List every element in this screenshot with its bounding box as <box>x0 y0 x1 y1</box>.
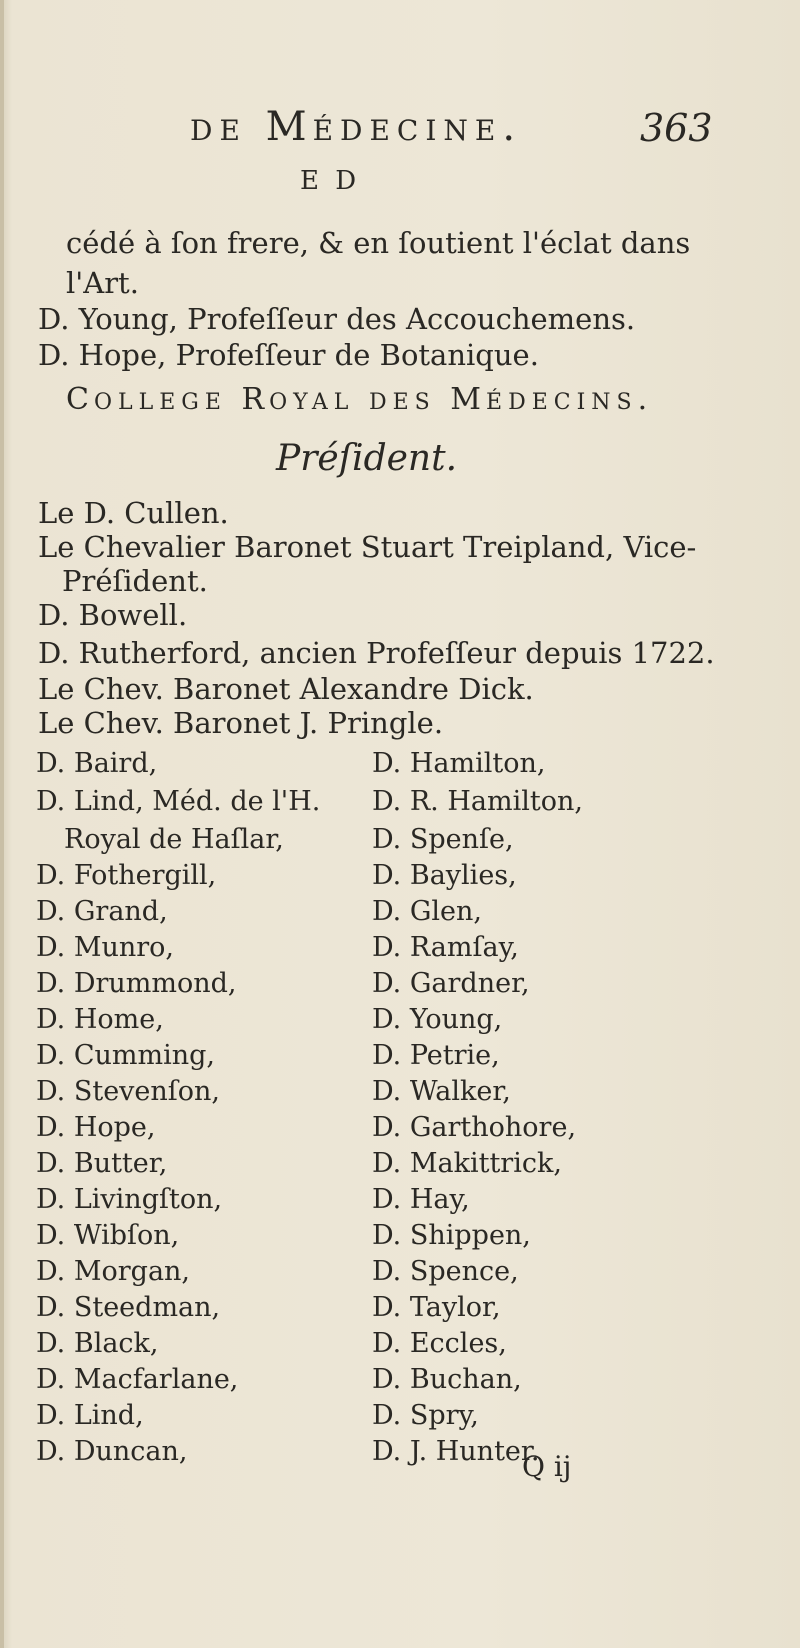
header-part: ÉDECINE <box>312 114 503 147</box>
heading-part: OYAL <box>269 390 355 415</box>
member-entry: Royal de Haſlar, <box>64 824 284 855</box>
member-entry: D. Morgan, <box>36 1256 191 1287</box>
signature-mark: E D <box>300 166 361 196</box>
member-entry: D. Grand, <box>36 896 168 927</box>
member-entry: D. Young, <box>372 1004 503 1035</box>
page-gutter <box>0 0 4 1648</box>
member-entry: D. Shippen, <box>372 1220 531 1251</box>
heading-part: R <box>241 382 270 417</box>
heading-part: C <box>66 382 94 417</box>
member-entry: D. Spenſe, <box>372 824 514 855</box>
member-entry: D. Baird, <box>36 748 158 779</box>
text-line: D. Young, Profeſſeur des Accouchemens. <box>38 302 636 336</box>
member-entry: D. Lind, Méd. de l'H. <box>36 786 321 817</box>
header-part: . <box>502 104 522 150</box>
text-line: cédé à ſon frere, & en ſoutient l'éclat dans <box>66 226 691 260</box>
member-entry: D. Petrie, <box>372 1040 500 1071</box>
member-entry: D. Spence, <box>372 1256 519 1287</box>
officer-line: D. Rutherford, ancien Profeſſeur depuis 1722. <box>38 636 715 670</box>
officer-line: Le Chevalier Baronet Stuart Treipland, Vice- <box>38 530 697 564</box>
member-entry: D. Lind, <box>36 1400 144 1431</box>
member-entry: D. Fothergill, <box>36 860 217 891</box>
text-line: l'Art. <box>66 266 139 300</box>
member-entry: D. Baylies, <box>372 860 517 891</box>
member-entry: D. Stevenſon, <box>36 1076 221 1107</box>
president-heading: Préſident. <box>276 438 458 479</box>
officer-line: Le Chev. Baronet Alexandre Dick. <box>38 672 534 706</box>
heading-part: DES <box>368 390 436 415</box>
heading-part: ÉDECINS <box>486 390 638 415</box>
heading-part: M <box>450 382 487 417</box>
member-entry: D. Munro, <box>36 932 175 963</box>
member-entry: D. R. Hamilton, <box>372 786 583 817</box>
member-entry: D. Home, <box>36 1004 164 1035</box>
member-entry: D. Ramſay, <box>372 932 519 963</box>
member-entry: D. Spry, <box>372 1400 479 1431</box>
member-entry: D. Hamilton, <box>372 748 546 779</box>
header-part: D <box>190 114 220 147</box>
header-part: M <box>265 104 313 150</box>
officer-line: Le Chev. Baronet J. Pringle. <box>38 706 444 740</box>
heading-part: OLLEGE <box>93 390 227 415</box>
member-entry: D. Hay, <box>372 1184 470 1215</box>
text-line: D. Hope, Profeſſeur de Botanique. <box>38 338 539 372</box>
header-part: E <box>219 114 247 147</box>
member-entry: D. Duncan, <box>36 1436 188 1467</box>
page-number: 363 <box>640 106 713 150</box>
member-entry: D. Gardner, <box>372 968 530 999</box>
officer-line: D. Bowell. <box>38 598 188 632</box>
member-entry: D. Makittrick, <box>372 1148 562 1179</box>
member-entry: D. Black, <box>36 1328 159 1359</box>
heading-part: . <box>637 382 653 417</box>
member-entry: D. Macfarlane, <box>36 1364 239 1395</box>
member-entry: D. Steedman, <box>36 1292 221 1323</box>
member-entry: D. Walker, <box>372 1076 511 1107</box>
member-entry: D. Eccles, <box>372 1328 507 1359</box>
members-left-column <box>36 748 356 1467</box>
member-entry: D. Livingſton, <box>36 1184 223 1215</box>
member-entry: D. Buchan, <box>372 1364 522 1395</box>
officer-line: Le D. Cullen. <box>38 496 229 530</box>
member-entry: D. Drummond, <box>36 968 237 999</box>
member-entry: D. Hope, <box>36 1112 156 1143</box>
member-entry: D. Taylor, <box>372 1292 501 1323</box>
member-entry: D. Garthohore, <box>372 1112 577 1143</box>
catchword: Q ij <box>522 1450 572 1483</box>
section-heading <box>66 382 652 417</box>
member-entry: D. J. Hunter. <box>372 1436 540 1467</box>
officer-line: Préſident. <box>62 564 208 598</box>
member-entry: D. Wibſon, <box>36 1220 180 1251</box>
member-entry: D. Butter, <box>36 1148 168 1179</box>
member-entry: D. Cumming, <box>36 1040 215 1071</box>
member-entry: D. Glen, <box>372 896 483 927</box>
running-header <box>190 104 521 150</box>
